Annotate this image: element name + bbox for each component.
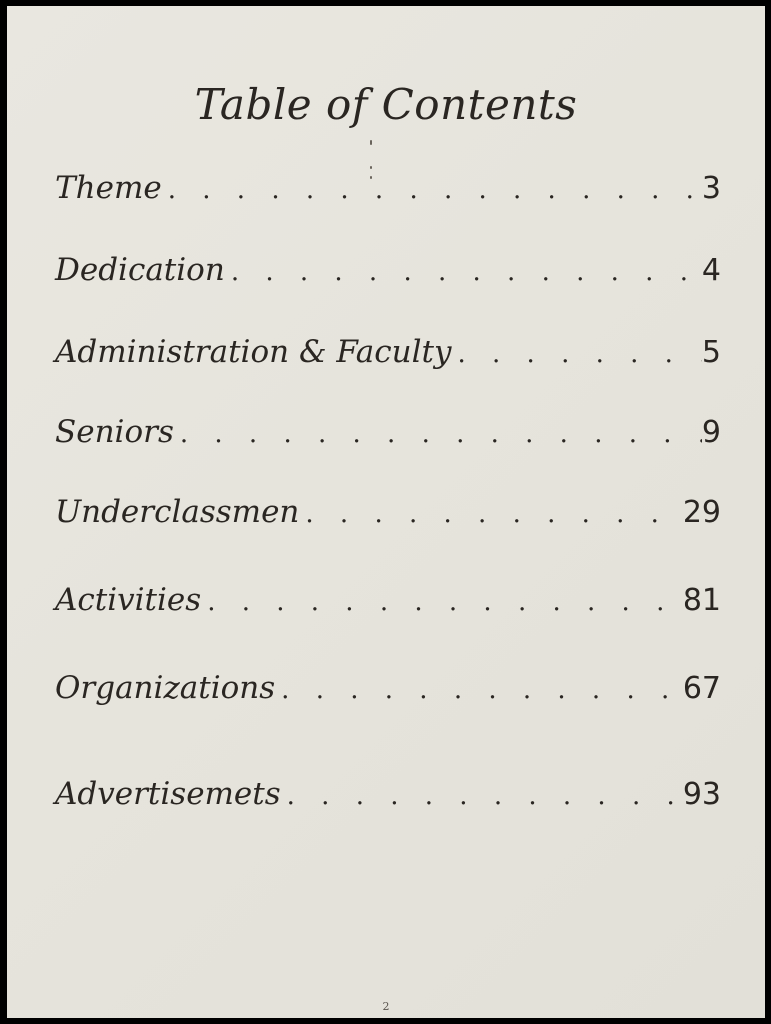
- toc-entry-dedication[interactable]: [55, 252, 721, 296]
- dot-leader: [299, 499, 682, 529]
- toc-entry-label: Organizations: [55, 670, 276, 706]
- toc-entry-organizations[interactable]: [55, 670, 721, 714]
- toc-entry-label: Seniors: [55, 414, 174, 450]
- toc-entry-theme[interactable]: [55, 170, 721, 214]
- dot-leader: [201, 587, 683, 617]
- toc-entry-page: 67: [682, 671, 721, 706]
- dot-leader: [452, 339, 702, 369]
- toc-entry-page: 29: [682, 495, 721, 530]
- toc-entry-label: Underclassmen: [55, 494, 300, 530]
- toc-entry-seniors[interactable]: [55, 414, 721, 458]
- document-page: [7, 6, 765, 1018]
- toc-entry-page: 93: [682, 777, 721, 812]
- toc-entry-label: Dedication: [55, 252, 225, 288]
- toc-entry-label: Theme: [55, 170, 162, 206]
- page-number: 2: [382, 1000, 390, 1013]
- toc-entry-underclassmen[interactable]: [55, 494, 721, 538]
- toc-entry-activities[interactable]: [55, 582, 721, 626]
- toc-entry-page: 81: [682, 583, 721, 618]
- dot-leader: [162, 175, 702, 205]
- toc-entry-page: 5: [701, 335, 721, 370]
- ink-speck: [370, 140, 372, 145]
- dot-leader: [275, 675, 683, 705]
- dot-leader: [174, 419, 702, 449]
- toc-entry-label: Administration & Faculty: [55, 334, 452, 370]
- toc-entry-administration-faculty[interactable]: [55, 334, 721, 378]
- dot-leader: [225, 257, 702, 287]
- dot-leader: [281, 781, 683, 811]
- page-title: Table of Contents: [194, 80, 578, 129]
- toc-entry-label: Activities: [55, 582, 202, 618]
- toc-entry-page: 9: [701, 415, 721, 450]
- toc-entry-page: 3: [701, 171, 721, 206]
- ink-speck: [370, 166, 372, 169]
- toc-entry-page: 4: [701, 253, 721, 288]
- toc-entry-label: Advertisemets: [55, 776, 281, 812]
- toc-entry-advertisements[interactable]: [55, 776, 721, 820]
